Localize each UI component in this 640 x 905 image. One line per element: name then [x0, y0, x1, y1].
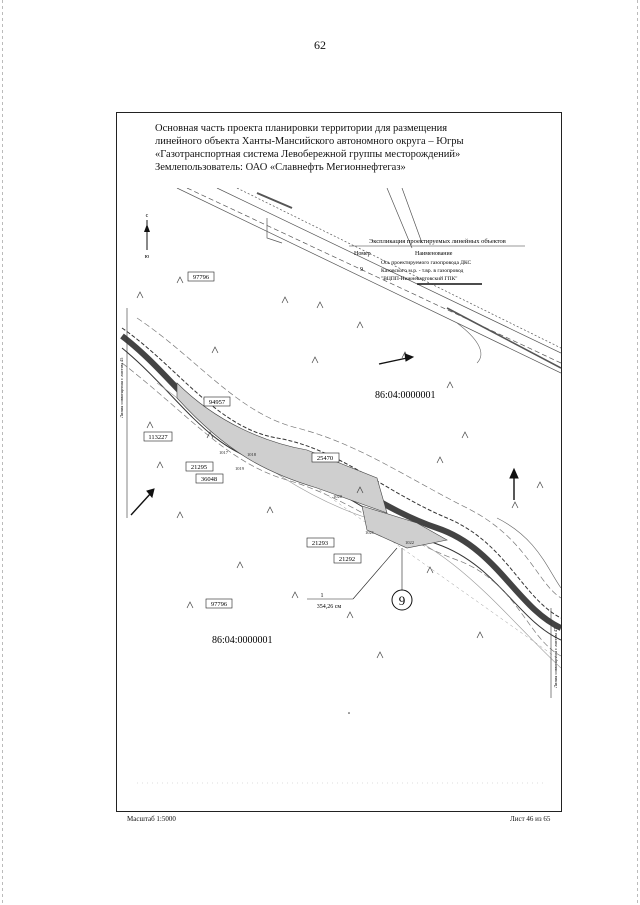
- parcel-21293: [307, 538, 334, 547]
- sheet-label: Лист 46 из 65: [510, 815, 551, 823]
- legend-title: Экспликация проектируемых линейных объектов: [369, 238, 506, 245]
- cadastral-quarter-top: 86:04:0000001: [375, 390, 436, 401]
- parcel-113227: [144, 432, 172, 441]
- point-1017: 1017: [219, 450, 228, 455]
- legend: [349, 238, 525, 284]
- legend-name-3: "ВЦПП-Нижневартовский ГПК": [381, 276, 458, 282]
- svg-text:94957: 94957: [208, 399, 226, 406]
- page-edge-left: [2, 0, 3, 905]
- north-arrow-icon: [144, 213, 150, 260]
- side-label-left: Линия совмещения с листом 45: [119, 357, 124, 418]
- parcel-21295: [186, 462, 213, 471]
- parcel-25470: [312, 453, 339, 462]
- segment-length: 354,26 см: [316, 604, 342, 610]
- scale-label: Масштаб 1:5000: [127, 815, 176, 823]
- parcel-97796-top: [188, 272, 214, 281]
- parcel-21292: [334, 554, 361, 563]
- svg-text:97796: 97796: [210, 601, 228, 608]
- legend-col-number: Номер: [354, 251, 371, 257]
- north-label: с: [145, 213, 149, 219]
- object-marker: [392, 548, 412, 610]
- svg-text:21292: 21292: [338, 556, 356, 563]
- legend-col-name: Наименование: [415, 251, 453, 257]
- parcel-97796-bottom: [206, 599, 232, 608]
- legend-name-2: Катовского м.р. - т.вр. в газопровод: [381, 268, 464, 274]
- side-label-right: Линия совмещения с листом 47: [553, 627, 558, 688]
- south-label: ю: [144, 254, 150, 260]
- svg-text:36048: 36048: [200, 476, 218, 483]
- point-1020: 1020: [333, 494, 342, 499]
- title-line-1: Основная часть проекта планировки территории для размещения: [155, 123, 448, 134]
- pipeline-corridor: [122, 318, 561, 668]
- map-dot: [348, 712, 350, 714]
- title-line-2: линейного объекта Ханты-Мансийского автономного округа – Югры: [155, 136, 464, 147]
- page-edge-right: [637, 0, 638, 905]
- road-corridor-upper: [177, 188, 561, 373]
- point-1021: 1021: [365, 530, 374, 535]
- point-1019: 1019: [235, 466, 244, 471]
- segment-number: 1: [320, 593, 324, 599]
- legend-name-1: Ось проектируемого газопровода ДКС: [381, 260, 472, 266]
- svg-text:113227: 113227: [148, 434, 168, 441]
- map-title: [155, 122, 535, 174]
- parcel-94957: [204, 397, 230, 406]
- object-marker-number: 9: [398, 593, 406, 608]
- svg-text:21295: 21295: [190, 464, 208, 471]
- page-number: 62: [314, 38, 326, 52]
- svg-text:21293: 21293: [311, 540, 329, 547]
- map-canvas: [117, 188, 561, 810]
- legend-number: 9: [360, 267, 363, 273]
- cadastral-quarter-bottom: 86:04:0000001: [212, 635, 273, 646]
- svg-text:97796: 97796: [192, 274, 210, 281]
- point-1022: 1022: [405, 540, 414, 545]
- point-1018: 1018: [247, 452, 256, 457]
- title-line-3: «Газотранспортная система Левобережной группы месторождений»: [155, 149, 461, 160]
- title-line-4: Землепользователь: ОАО «Славнефть Мегионнефтегаз»: [155, 162, 406, 173]
- svg-text:25470: 25470: [316, 455, 334, 462]
- parcel-36048: [196, 474, 223, 483]
